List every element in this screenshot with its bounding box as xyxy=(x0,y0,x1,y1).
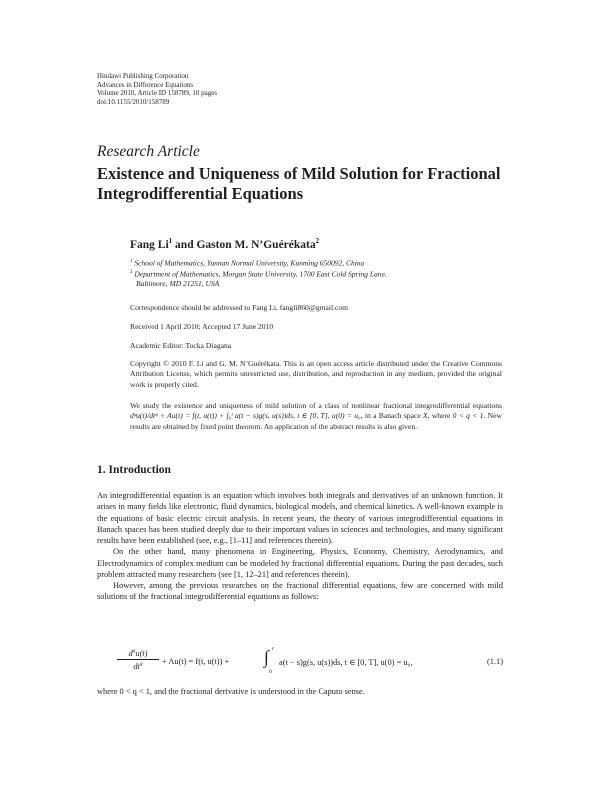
journal-header xyxy=(97,72,217,106)
closing-sentence: where 0 < q < 1, and the fractional derivative is understood in the Caputo sense. xyxy=(97,687,365,696)
equation-denominator xyxy=(117,660,159,671)
academic-editor: Academic Editor: Tocka Diagana xyxy=(130,341,232,350)
authors xyxy=(130,237,319,251)
affiliations xyxy=(130,257,387,288)
author-1-affil-mark: 1 xyxy=(168,237,173,245)
affiliation-2-text: Department of Mathematics, Morgan State University, 1700 East Cold Spring Lane, xyxy=(134,269,387,279)
paragraph-1: An integrodifferential equation is an equation which involves both integrals and derivatives of an unknown function. It arises in many fields like electronic, fluid dynamics, biological models, and chemical kinetics. A well-known example is the equations of basic electric circuit analysis. In recent years, the theory of various integrodifferential equations in Banach spaces has been studied deeply due to their important values in sciences and technologies, and many significant results have been established (see, e.g., [1–11] and references therein). xyxy=(97,491,503,545)
numerator-d: d xyxy=(128,648,133,658)
abstract-text-5: . New results are obtained by fixed point theorem. An application of the abstract results is also given. xyxy=(130,411,503,431)
integral-sign: ∫ xyxy=(264,647,269,667)
equation-numerator xyxy=(117,648,159,660)
numerator-order: q xyxy=(132,648,136,654)
affiliation-1-text: School of Mathematics, Yunnan Normal University, Kunming 650092, China xyxy=(134,258,365,268)
section-heading: 1. Introduction xyxy=(97,464,171,476)
denominator-dt: dt xyxy=(133,661,140,671)
received-dates: Received 1 April 2010; Accepted 17 June 2010 xyxy=(130,322,274,331)
article-type: Research Article xyxy=(97,143,200,160)
affiliation-2-cont: Baltimore, MD 21251, USA xyxy=(136,278,220,288)
abstract-text-1: We study the existence and uniqueness of mild solution of a class of nonlinear fractional integrodifferential equations xyxy=(130,401,502,410)
equation-rhs: a(t − s)g(s, u(s))ds, t ∈ [0, T], u(0) = u₀, xyxy=(279,658,413,667)
affiliation-2 xyxy=(130,268,387,279)
intro-body xyxy=(97,490,503,603)
abstract xyxy=(130,401,502,432)
author-joiner: and xyxy=(172,238,197,251)
equation-1-1 xyxy=(117,646,503,686)
publisher-line: Hindawi Publishing Corporation xyxy=(97,72,189,80)
denominator-order: q xyxy=(139,660,143,667)
abstract-text-3: , in a Banach space xyxy=(360,411,423,421)
copyright-notice: Copyright © 2010 F. Li and G. M. N’Guérékata. This is an open access article distributed under the Creative Commons Attribution License, which permits unrestricted use, distribution, and reproduction in any medium, provided the original work is properly cited. xyxy=(130,359,502,389)
paragraph-2: On the other hand, many phenomena in Engineering, Physics, Economy, Chemistry, Aerodynamics, and Electrodynamics of complex medium can be modeled by fractional differential equations. During the past decades, such problem attracted many researchers (see [1, 12–21] and references therein). xyxy=(97,547,503,579)
integral-lower-limit: 0 xyxy=(269,669,272,675)
volume-line: Volume 2010, Article ID 158789, 10 pages xyxy=(97,89,218,98)
journal-line: Advances in Difference Equations xyxy=(97,80,194,89)
affiliation-2-mark: 2 xyxy=(130,269,133,275)
abstract-order-range: 0 < q < 1 xyxy=(452,411,484,421)
author-2: Gaston M. N’Guérékata xyxy=(196,238,316,251)
author-2-affil-mark: 2 xyxy=(315,237,320,245)
equation-lhs-rest: + Au(t) = f(t, u(t)) + xyxy=(162,657,230,666)
affiliation-1-mark: 1 xyxy=(130,259,133,264)
abstract-initial-condition: u(0) = u₀ xyxy=(331,411,361,421)
doi-line: doi:10.1155/2010/158789 xyxy=(97,97,170,106)
integral-upper-limit: t xyxy=(272,646,274,652)
equation-number: (1.1) xyxy=(486,657,503,666)
paper-title: Existence and Uniqueness of Mild Solution for Fractional Integrodifferential Equations xyxy=(97,164,501,203)
abstract-space: X xyxy=(422,411,428,421)
author-1: Fang Li xyxy=(130,238,169,251)
affiliation-1 xyxy=(130,257,387,268)
correspondence: Correspondence should be addressed to Fang Li, fangli860@gmail.com xyxy=(130,303,349,312)
abstract-equation: dᵠu(t)/dtᵠ + Au(t) = f(t, u(t)) + ∫₀ᵗ a(t − s)g(s, u(s))ds, t ∈ [0, T], xyxy=(130,411,330,421)
numerator-function: u(t) xyxy=(135,648,148,658)
abstract-text-4: , where xyxy=(427,411,453,421)
paragraph-3: However, among the previous researches on the fractional differential equations, few are concerned with mild solutions of the fractional integrodifferential equations as follows: xyxy=(97,581,503,602)
equation-fraction xyxy=(117,648,159,671)
